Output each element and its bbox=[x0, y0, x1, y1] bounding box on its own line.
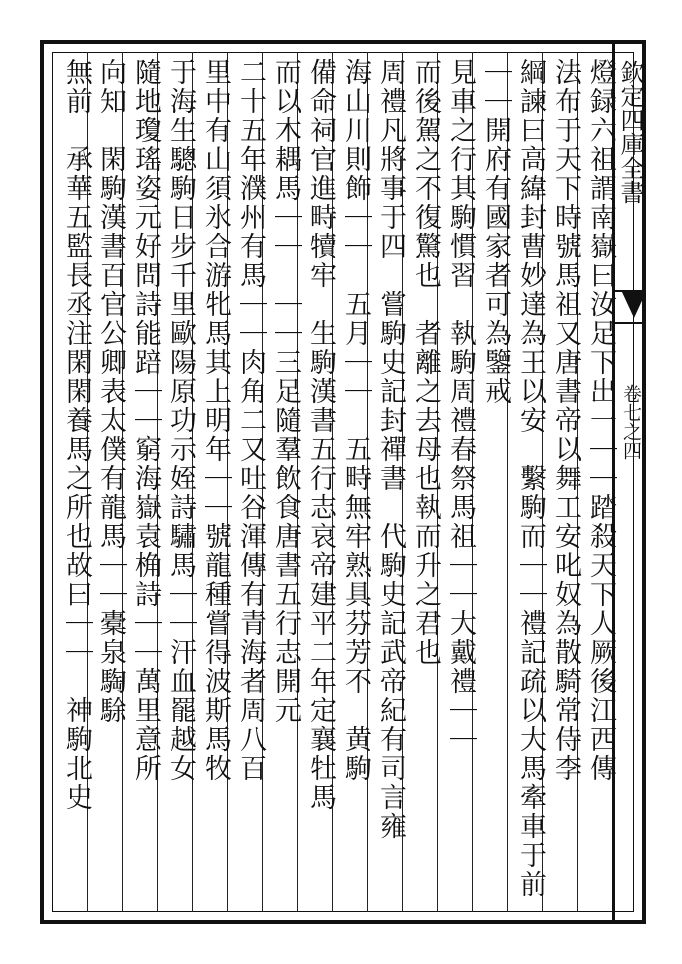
text-column: 向知 閑駒漢書百官公卿表太僕有龍馬｜｜橐泉騊駼 bbox=[95, 58, 126, 725]
text-column: 燈録六祖謂南嶽曰汝足下出一｜｜踏殺天下人厥後江西傳 bbox=[585, 58, 616, 783]
text-column: 于海生驄駒日步千里歐陽原功示姪詩驌馬｜｜汗血罷越女 bbox=[165, 58, 196, 783]
text-column: 隨地瓊瑤姿元好問詩能踣｜｜窮海嶽袁桷詩｜｜萬里意所 bbox=[130, 58, 161, 783]
text-column: 無前 承華五監長丞注閑閑養馬之所也故曰｜｜ 神駒北史 bbox=[61, 58, 92, 812]
text-column: 備命祠官進畤犢牢 生駒漢書五行志哀帝建平二年定襄牡馬 bbox=[305, 58, 336, 812]
text-column: ｜｜開府有國家者可為鑒戒 bbox=[480, 58, 511, 406]
text-column: 見車之行其駒慣習 執駒周禮春祭馬祖｜｜大戴禮｜｜ bbox=[445, 58, 476, 754]
text-column: 綱諫曰高緯封曹妙達為王以安 繫駒而｜｜禮記疏以大馬牽車于前 bbox=[515, 58, 546, 899]
book-title: 欽定四庫全書 bbox=[616, 60, 644, 204]
text-column: 周禮凡將事于四 嘗駒史記封禪書 代駒史記武帝紀有司言雍 bbox=[375, 58, 406, 841]
text-column: 里中有山須氷合游牝馬其上明年｜｜號龍種嘗得波斯馬牧 bbox=[200, 58, 231, 783]
text-column: 法布于天下時號馬祖又唐書帝以舞工安叱奴為散騎常侍李 bbox=[550, 58, 581, 783]
text-column: 二十五年濮州有馬｜｜肉角二又吐谷渾傳有青海者周八百 bbox=[235, 58, 266, 783]
text-column: 而後駕之不復驚也 者離之去母也執而升之君也 bbox=[410, 58, 441, 667]
fish-tail-mark bbox=[622, 292, 646, 318]
text-column: 海山川則飾｜｜ 五月｜｜ 五畤無牢熟具芬芳不 黄駒 bbox=[340, 58, 371, 783]
volume-label: 卷七之四 bbox=[620, 384, 642, 460]
text-column: 而以木耦馬｜｜ ｜｜三足隨羣飲食唐書五行志開元 bbox=[270, 58, 301, 725]
